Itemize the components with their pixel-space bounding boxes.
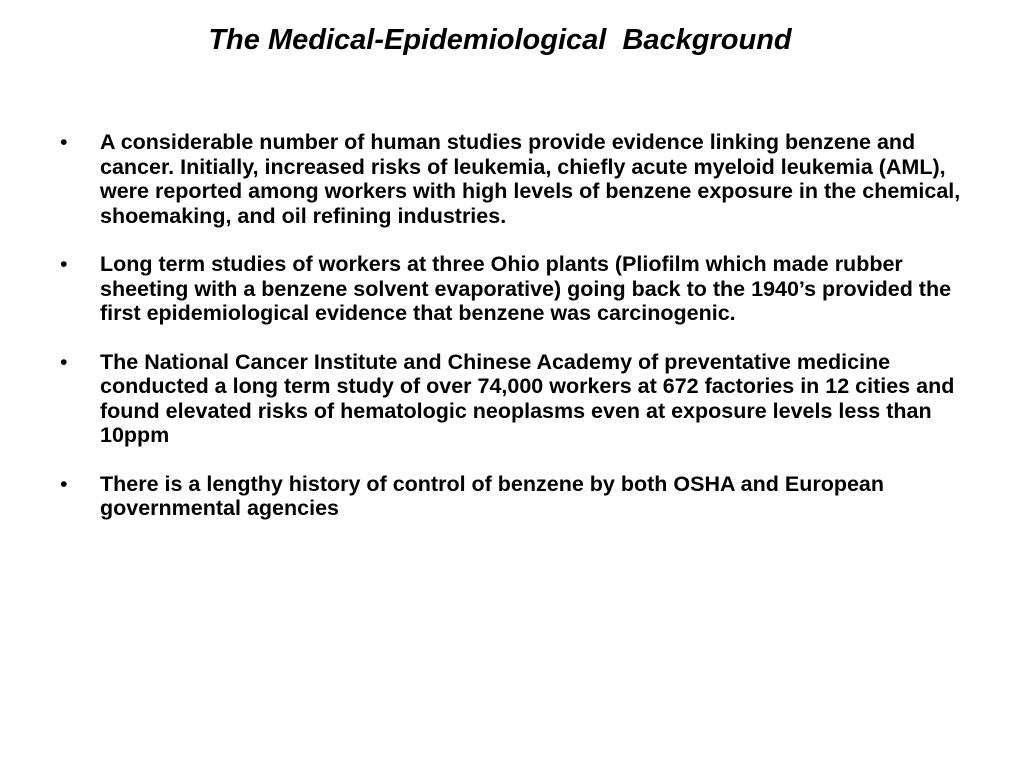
slide-title: The Medical-Epidemiological Background bbox=[208, 24, 792, 56]
bullet-text: The National Cancer Institute and Chinese Academy of preventative medicine conducted a long term study of over 74,000 workers at 672 factories in 12 cities and found elevated risks of hematologic neoplasms even at exposure levels less than 10ppm bbox=[100, 349, 955, 447]
bullet-list bbox=[60, 130, 970, 545]
bullet-icon: • bbox=[60, 252, 68, 276]
bullet-icon: • bbox=[60, 130, 68, 154]
bullet-icon: • bbox=[60, 349, 68, 374]
bullet-item bbox=[60, 350, 970, 448]
bullet-item bbox=[60, 130, 970, 228]
bullet-item bbox=[60, 252, 970, 326]
bullet-text: A considerable number of human studies provide evidence linking benzene and cancer. Initially, increased risks of leukemia, chiefly acute myeloid leukemia (AML), were reported among workers with high levels of benzene exposure in the chemical, shoemaking, and oil refining industries. bbox=[100, 130, 961, 228]
bullet-icon: • bbox=[60, 471, 68, 496]
bullet-text: Long term studies of workers at three Ohio plants (Pliofilm which made rubber sheeting with a benzene solvent evaporative) going back to the 1940’s provided the first epidemiological evidence that benzene was carcinogenic. bbox=[100, 252, 952, 325]
bullet-item bbox=[60, 472, 970, 521]
bullet-text: There is a lengthy history of control of benzene by both OSHA and European governmental agencies bbox=[100, 471, 885, 520]
